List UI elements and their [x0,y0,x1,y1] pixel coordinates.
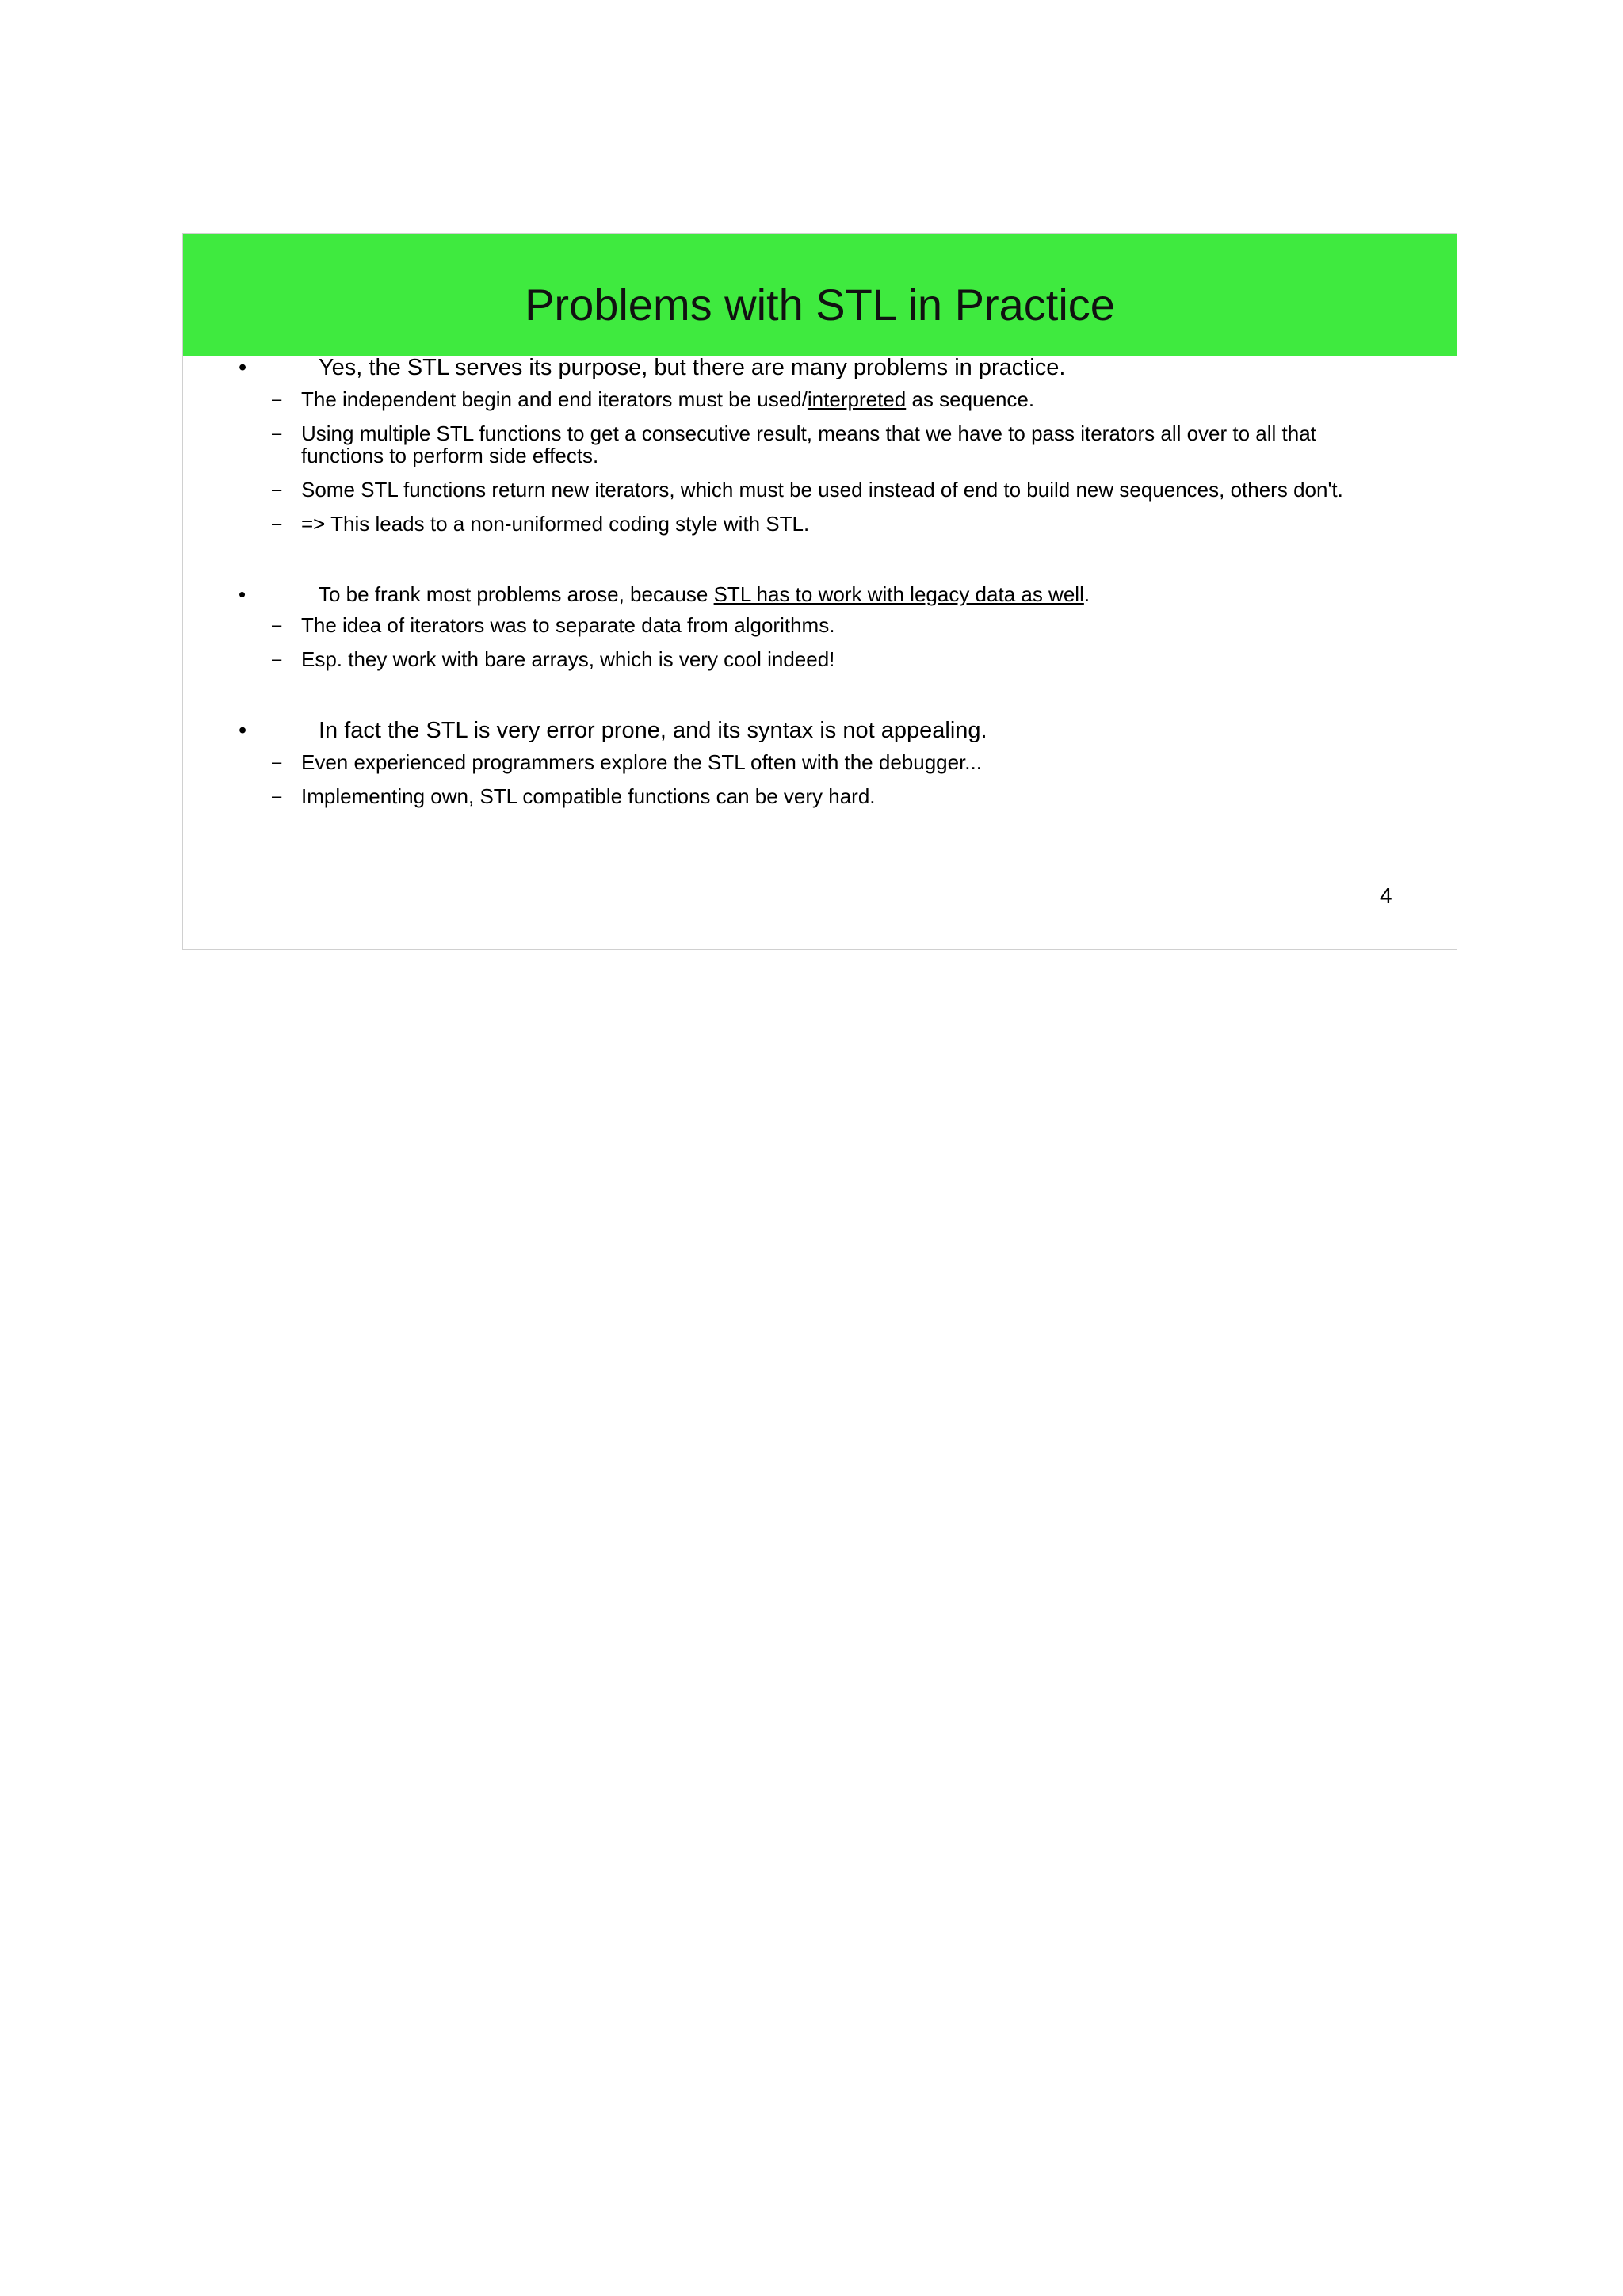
slide [182,233,1457,950]
slide-title: Problems with STL in Practice [525,280,1115,330]
sub-dash: – [272,479,282,499]
sub-text: Some STL functions return new iterators, which must be used instead of end to build new sequences, others don't. [301,478,1343,502]
underlined-term: interpreted [807,387,907,411]
bullet-dot: • [239,355,247,380]
bullet-dot: • [239,718,247,743]
sub-dash: – [272,389,282,409]
sub-text: The idea of iterators was to separate data from algorithms. [301,613,835,637]
sub-text: Esp. they work with bare arrays, which is very cool indeed! [301,647,835,671]
sub-dash: – [272,423,282,443]
bullet-dot: • [239,582,246,606]
sub-text: Implementing own, STL compatible functions can be very hard. [301,784,876,808]
sub-text: The independent begin and end iterators must be used/interpreted as sequence. [301,387,1035,411]
bullet-text: Yes, the STL serves its purpose, but there are many problems in practice. [319,355,1066,380]
sub-dash: – [272,615,282,635]
sub-text: Using multiple STL functions to get a consecutive result, means that we have to pass iterators all over to all that functions to perform side effects. [301,421,1316,467]
sub-dash: – [272,752,282,772]
bullet-text: To be frank most problems arose, because STL has to work with legacy data as well. [319,582,1090,606]
underlined-term: STL has to work with legacy data as well [713,582,1084,606]
title-bar [183,234,1457,356]
sub-dash: – [272,649,282,669]
sub-text: Even experienced programmers explore the STL often with the debugger... [301,750,982,774]
bullet-text: In fact the STL is very error prone, and its syntax is not appealing. [319,718,987,743]
sub-dash: – [272,513,282,533]
sub-text: => This leads to a non-uniformed coding style with STL. [301,512,810,536]
sub-dash: – [272,786,282,806]
page-number: 4 [1380,883,1392,908]
